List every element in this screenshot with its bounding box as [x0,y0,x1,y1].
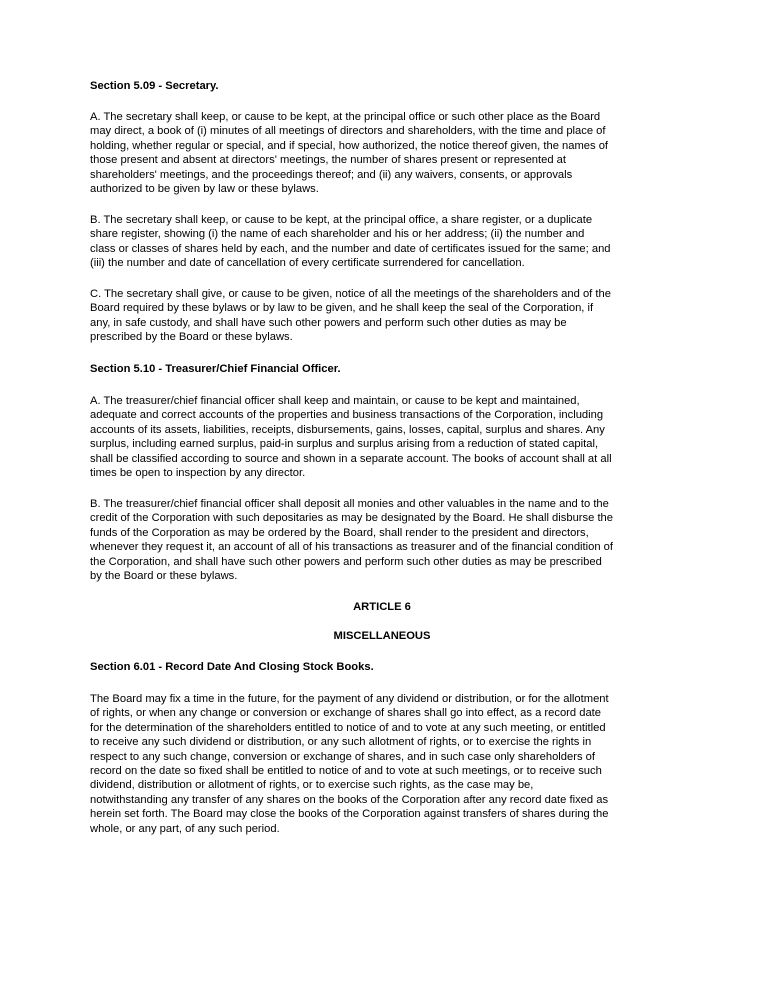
section-5-09-heading: Section 5.09 - Secretary. [90,80,219,92]
section-6-01-paragraph: The Board may fix a time in the future, for the payment of any dividend or distribution, or for the allotment of rights, or when any change or conversion or exchange of shares shall go into effect, as a record date for the determination of the shareholders entitled to notice of and to vote at any such meeting, or entitled to receive any such dividend or distribution, or any such allotment of rights, or to exercise the rights in respect to any such change, conversion or exchange of shares, and in such case only shareholders of record on the date so fixed shall be entitled to notice of and to vote at such meetings, or to receive such dividend, distribution or allotment of rights, or to exercise such rights, as the case may be, notwithstanding any transfer of any shares on the books of the Corporation after any record date fixed as herein set forth. The Board may close the books of the Corporation against transfers of shares during the whole, or any part, of any such period. [90,693,609,835]
section-5-09-paragraph-a: A. The secretary shall keep, or cause to be kept, at the principal office or such other place as the Board may direct, a book of (i) minutes of all meetings of directors and shareholders, with the time and place of holding, whether regular or special, and if special, how authorized, the notice thereof given, the names of those present and absent at directors' meetings, the number of shares present or represented at shareholders' meetings, and the proceedings thereof; and (ii) any waivers, consents, or approvals authorized to be given by law or these bylaws. [90,111,609,196]
article-number: ARTICLE 6 [353,601,411,613]
section-6-01-heading: Section 6.01 - Record Date And Closing Stock Books. [90,661,374,673]
section-5-10-paragraph-b: B. The treasurer/chief financial officer shall deposit all monies and other valuables in the name and to the credit of the Corporation with such depositaries as may be designated by the Board. He shall disburse the funds of the Corporation as may be ordered by the Board, shall render to the president and directors, whenever they request it, an account of all of his transactions as treasurer and of the financial condition of the Corporation, and shall have such other powers and perform such other duties as may be prescribed by the Board or these bylaws. [90,498,614,583]
section-5-10-paragraph-a: A. The treasurer/chief financial officer shall keep and maintain, or cause to be kept and maintained, adequate and correct accounts of the properties and business transactions of the Corporation, including accounts of its assets, liabilities, receipts, disbursements, gains, losses, capital, surplus and shares. Any surplus, including earned surplus, paid-in surplus and surplus arising from a reduction of stated capital, shall be classified according to source and shown in a separate account. The books of account shall at all times be open to inspection by any director. [90,395,612,480]
section-5-09-paragraph-c: C. The secretary shall give, or cause to be given, notice of all the meetings of the shareholders and of the Board required by these bylaws or by law to be given, and he shall keep the seal of the Corporation, if any, in safe custody, and shall have such other powers and perform such other duties as may be prescribed by the Board or these bylaws. [90,288,611,344]
section-5-09-paragraph-b: B. The secretary shall keep, or cause to be kept, at the principal office, a share register, or a duplicate share register, showing (i) the name of each shareholder and his or her address; (ii) the number and class or classes of shares held by each, and the number and date of certificates issued for the same; and (iii) the number and date of cancellation of every certificate surrendered for cancellation. [90,214,611,270]
article-title: MISCELLANEOUS [333,630,431,642]
section-5-10-heading: Section 5.10 - Treasurer/Chief Financial Officer. [90,363,341,375]
